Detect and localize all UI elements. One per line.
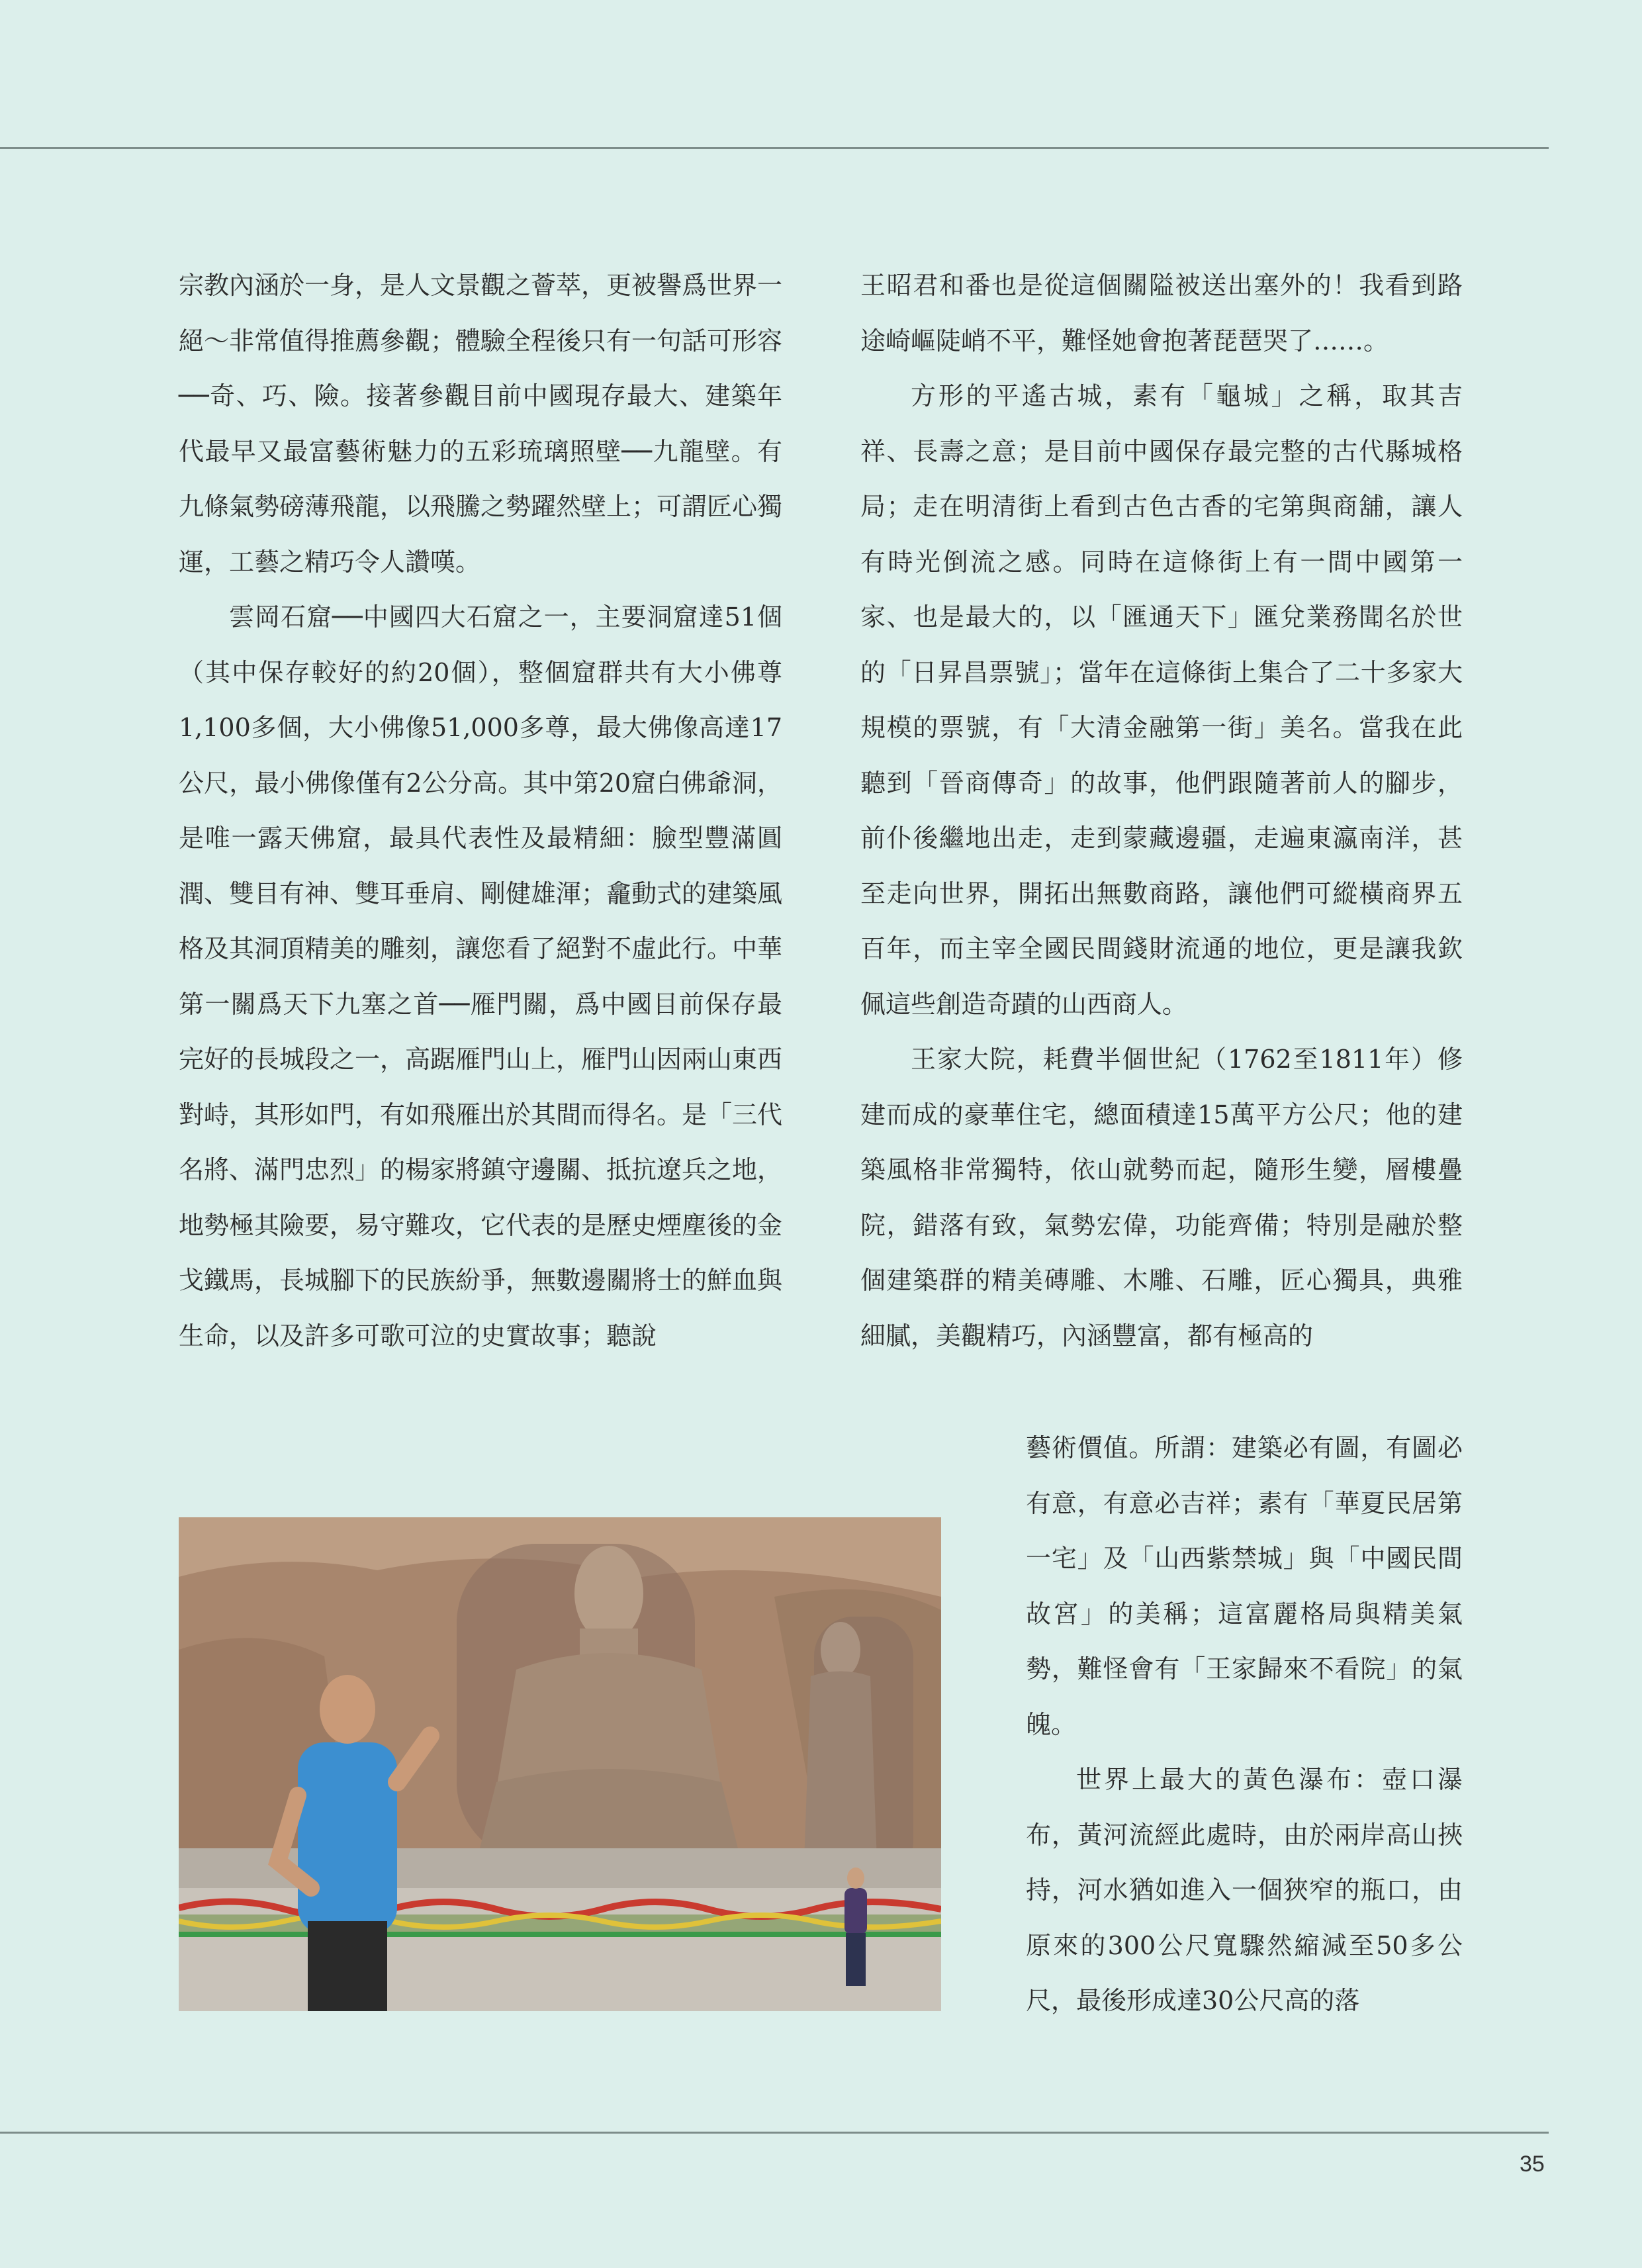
photo-illustration bbox=[179, 1517, 941, 2011]
left-paragraph-1: 宗教內涵於一身，是人文景觀之薈萃，更被譽爲世界一絕～非常值得推薦參觀；體驗全程後只有一句話可形容──奇、巧、險。接著參觀目前中國現存最大、建築年代最早又最富藝術魅力的五彩琉璃照壁──九龍壁。有九條氣勢磅薄飛龍，以飛騰之勢躍然壁上；可謂匠心獨運，工藝之精巧令人讚嘆。 bbox=[179, 271, 783, 577]
left-text-column bbox=[179, 258, 782, 1364]
right-text-column bbox=[860, 258, 1463, 1364]
header-rule bbox=[0, 147, 1549, 149]
right-paragraph-3: 王家大院，耗費半個世紀（1762至1811年）修建而成的豪華住宅，總面積達15萬平方公尺；他的建築風格非常獨特，依山就勢而起，隨形生變，層樓疊院，錯落有致，氣勢宏偉，功能齊備；特別是融於整個建築群的精美磚雕、木雕、石雕，匠心獨具，典雅細膩，美觀精巧，內涵豐富，都有極高的 bbox=[860, 1045, 1463, 1350]
right-narrow-text-column bbox=[1026, 1421, 1463, 2029]
left-paragraph-2: 雲岡石窟──中國四大石窟之一，主要洞窟達51個（其中保存較好的約20個），整個窟群共有大小佛尊1,100多個，大小佛像51,000多尊，最大佛像高達17公尺，最小佛像僅有2公分高。其中第20窟白佛爺洞，是唯一露天佛窟，最具代表性及最精細：臉型豐滿圓潤、雙目有神、雙耳垂肩、剛健雄渾；龕動式的建築風格及其洞頂精美的雕刻，讓您看了絕對不虛此行。中華第一關爲天下九塞之首──雁門關，爲中國目前保存最完好的長城段之一，高踞雁門山上，雁門山因兩山東西對峙，其形如門，有如飛雁出於其間而得名。是「三代名將、滿門忠烈」的楊家將鎮守邊關、抵抗遼兵之地，地勢極其險要，易守難攻，它代表的是歷史煙塵後的金戈鐵馬，長城腳下的民族紛爭，無數邊關將士的鮮血與生命，以及許多可歌可泣的史實故事；聽說 bbox=[179, 602, 783, 1350]
right-paragraph-3-continued: 藝術價值。所謂：建築必有圖，有圖必有意，有意必吉祥；素有「華夏民居第一宅」及「山西紫禁城」與「中國民間故宮」的美稱；這富麗格局與精美氣勢，難怪會有「王家歸來不看院」的氣魄。 bbox=[1026, 1433, 1463, 1739]
right-paragraph-2: 方形的平遙古城，素有「龜城」之稱，取其吉祥、長壽之意；是目前中國保存最完整的古代縣城格局；走在明清街上看到古色古香的宅第與商舖，讓人有時光倒流之感。同時在這條街上有一間中國第一家、也是最大的，以「匯通天下」匯兌業務聞名於世的「日昇昌票號」；當年在這條街上集合了二十多家大規模的票號，有「大清金融第一街」美名。當我在此聽到「晉商傳奇」的故事，他們跟隨著前人的腳步，前仆後繼地出走，走到蒙藏邊疆，走遍東瀛南洋，甚至走向世界，開拓出無數商路，讓他們可縱橫商界五百年，而主宰全國民間錢財流通的地位，更是讓我欽佩這些創造奇蹟的山西商人。 bbox=[860, 381, 1463, 1019]
yungang-grottoes-photo bbox=[179, 1517, 941, 2011]
page-number: 35 bbox=[1520, 2151, 1545, 2177]
footer-rule bbox=[0, 2132, 1549, 2134]
right-paragraph-4: 世界上最大的黃色瀑布：壺口瀑布，黃河流經此處時，由於兩岸高山挾持，河水猶如進入一個狹窄的瓶口，由原來的300公尺寬驟然縮減至50多公尺，最後形成達30公尺高的落 bbox=[1026, 1765, 1463, 2015]
right-paragraph-1: 王昭君和番也是從這個關隘被送出塞外的！我看到路途崎嶇陡峭不平，難怪她會抱著琵琶哭了……。 bbox=[860, 271, 1463, 355]
